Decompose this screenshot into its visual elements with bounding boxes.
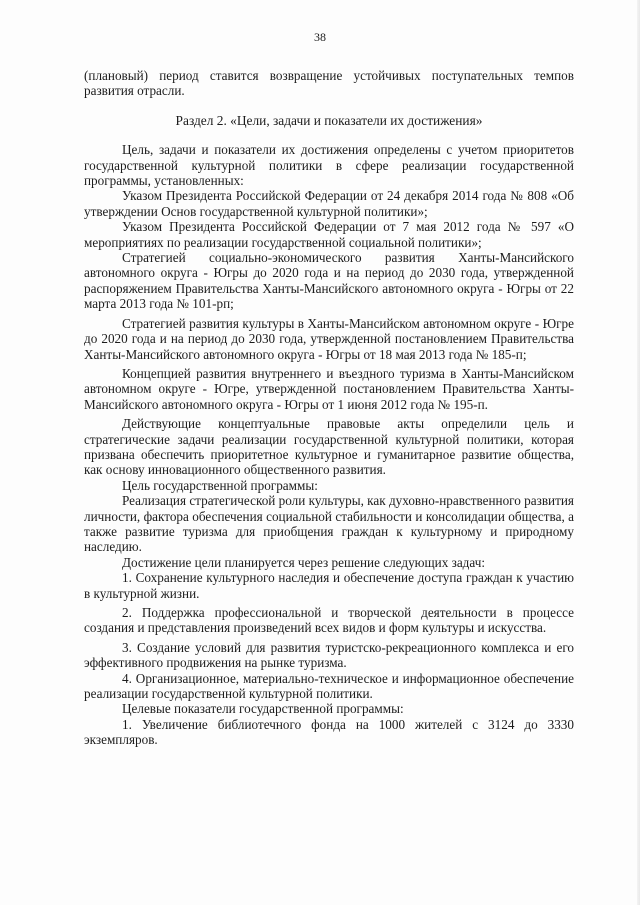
- paragraph-decree-597: Указом Президента Российской Федерации от 7 мая 2012 года № 597 «О мероприятиях по реализации государственной социальной политики»;: [84, 219, 574, 250]
- paragraph-decree-808: Указом Президента Российской Федерации от 24 декабря 2014 года № 808 «Об утверждении Основ государственной культурной политики»;: [84, 188, 574, 219]
- task-item-3: 3. Создание условий для развития туристско-рекреационного комплекса и его эффективного продвижения на рынке туризма.: [84, 639, 574, 671]
- paragraph-tasks-intro: Достижение цели планируется через решение следующих задач:: [122, 554, 486, 570]
- paragraph-continuation: (плановый) период ставится возвращение устойчивых поступательных темпов развития отрасли.: [84, 68, 574, 99]
- paragraph-legal-acts: Действующие концептуальные правовые акты определили цель и стратегические задачи реализации государственной культурной политики, которая призвана обеспечить приоритетное культурное и гуманитарное развитие общества, как основу инновационного общественного развития.: [84, 416, 574, 478]
- indicator-item-1: 1. Увеличение библиотечного фонда на 1000 жителей с 3124 до 3330 экземпляров.: [84, 716, 574, 748]
- paragraph-goal: Реализация стратегической роли культуры, как духовно-нравственного развития личности, фактора обеспечения социальной стабильности и консолидации общества, а также развитие туризма для приобщения граждан к культурному и природному наследию.: [84, 493, 574, 555]
- section-heading: Раздел 2. «Цели, задачи и показатели их достижения»: [175, 112, 483, 128]
- paragraph-indicators-label: Целевые показатели государственной программы:: [122, 701, 404, 717]
- document-body: [84, 68, 574, 748]
- task-item-4: 4. Организационное, материально-техническое и информационное обеспечение реализации государственной культурной политики.: [84, 670, 574, 702]
- paragraph-goal-label: Цель государственной программы:: [122, 477, 318, 493]
- task-item-1: 1. Сохранение культурного наследия и обеспечение доступа граждан к участию в культурной жизни.: [84, 570, 574, 601]
- paragraph-tourism-concept: Концепцией развития внутреннего и въездного туризма в Ханты-Мансийском автономном округе - Югре, утвержденной постановлением Правительства Ханты-Мансийского автономного округа - Югры от 1 июня 2012 года № 195-п.: [84, 365, 574, 412]
- paragraph-socioeconomic-strategy: Стратегией социально-экономического развития Ханты-Мансийского автономного округа - Югры до 2020 года и на период до 2030 года, утвержденной распоряжением Правительства Ханты-Мансийского автономного округа - Югры от 22 марта 2013 года № 101-рп;: [84, 250, 574, 312]
- paragraph-intro: Цель, задачи и показатели их достижения определены с учетом приоритетов государственной культурной политики в сфере реализации государственной программы, установленных:: [84, 142, 574, 189]
- paragraph-culture-strategy: Стратегией развития культуры в Ханты-Мансийском автономном округе - Югре до 2020 года и на период до 2030 года, утвержденной постановлением Правительства Ханты-Мансийского автономного округа - Югры от 18 мая 2013 года № 185-п;: [84, 315, 574, 362]
- page-number: 38: [314, 30, 326, 44]
- task-item-2: 2. Поддержка профессиональной и творческой деятельности в процессе создания и представления произведений всех видов и форм культуры и искусства.: [84, 605, 574, 636]
